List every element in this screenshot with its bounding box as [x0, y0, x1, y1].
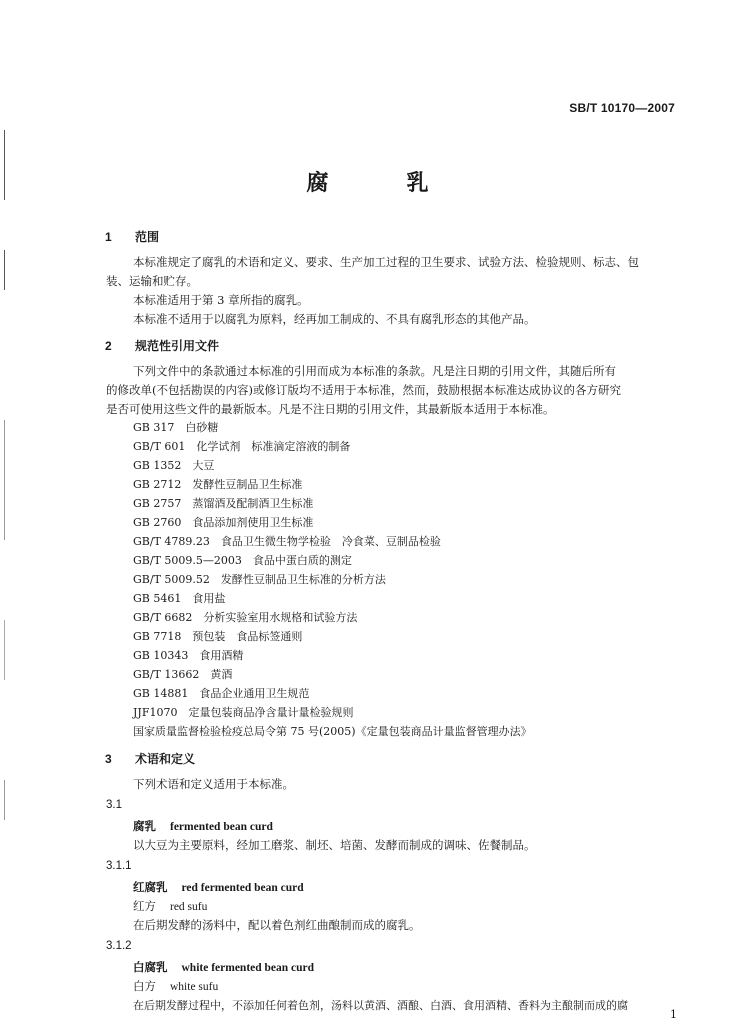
section-title: 术语和定义 — [135, 752, 196, 766]
term-alt-en: white sufu — [170, 981, 219, 993]
term-alt-en: red sufu — [170, 901, 208, 913]
scope-paragraph-2: 本标准适用于第 3 章所指的腐乳。 — [133, 293, 309, 307]
reference-item: GB/T 601 化学试剂 标准滴定溶液的制备 — [133, 440, 351, 453]
terms-intro: 下列术语和定义适用于本标准。 — [133, 777, 294, 791]
term-name — [133, 959, 314, 975]
term-number: 3.1.1 — [106, 860, 132, 872]
term-alt-zh: 白方 — [133, 979, 156, 993]
term-zh: 红腐乳 — [133, 880, 168, 894]
section-heading-scope — [105, 228, 159, 245]
section-number: 2 — [105, 339, 112, 353]
reference-item: GB 317 白砂糖 — [133, 421, 219, 434]
reference-item: GB 1352 大豆 — [133, 459, 215, 472]
reference-item: GB/T 13662 黄酒 — [133, 668, 233, 681]
term-name — [133, 818, 273, 834]
section-title: 范围 — [135, 230, 160, 244]
scope-paragraph-3: 本标准不适用于以腐乳为原料，经再加工制成的、不具有腐乳形态的其他产品。 — [133, 312, 536, 326]
page-number: 1 — [670, 1008, 677, 1021]
scope-paragraph-1-line-1: 本标准规定了腐乳的术语和定义、要求、生产加工过程的卫生要求、试验方法、检验规则、标志、包 — [133, 255, 639, 269]
section-heading-normative-references — [105, 337, 219, 354]
term-zh: 白腐乳 — [133, 960, 168, 974]
reference-item: GB 2760 食品添加剂使用卫生标准 — [133, 516, 314, 529]
term-number: 3.1.2 — [106, 940, 132, 952]
term-name — [133, 879, 304, 895]
term-definition: 以大豆为主要原料，经加工磨浆、制坯、培菌、发酵而制成的调味、佐餐制品。 — [133, 838, 536, 852]
reference-item: GB 5461 食用盐 — [133, 592, 226, 605]
reference-item: GB/T 5009.52 发酵性豆制品卫生标准的分析方法 — [133, 573, 386, 586]
term-definition: 在后期发酵过程中，不添加任何着色剂，汤料以黄酒、酒酿、白酒、食用酒精、香料为主酿制而成的腐 — [133, 999, 628, 1012]
binding-mark — [4, 250, 5, 290]
term-en: fermented bean curd — [170, 821, 273, 833]
section-heading-terms — [105, 750, 195, 767]
section-number: 3 — [105, 752, 112, 766]
references-intro-line-2: 的修改单(不包括勘误的内容)或修订版均不适用于本标准，然而，鼓励根据本标准达成协议的各方研究 — [106, 383, 621, 397]
term-en: red fermented bean curd — [181, 882, 304, 894]
section-title: 规范性引用文件 — [135, 339, 220, 353]
reference-item: GB 14881 食品企业通用卫生规范 — [133, 687, 310, 700]
reference-item: GB 10343 食用酒精 — [133, 649, 244, 662]
reference-item: JJF1070 定量包装商品净含量计量检验规则 — [133, 706, 354, 719]
binding-mark — [4, 780, 5, 820]
term-number: 3.1 — [106, 799, 122, 811]
reference-item: GB/T 6682 分析实验室用水规格和试验方法 — [133, 611, 358, 624]
term-alt-name — [133, 898, 207, 914]
binding-mark — [4, 620, 5, 680]
document-title: 腐 乳 — [306, 170, 457, 196]
section-number: 1 — [105, 230, 112, 244]
term-definition: 在后期发酵的汤料中，配以着色剂红曲酿制而成的腐乳。 — [133, 918, 421, 932]
binding-mark — [4, 420, 5, 540]
reference-item: GB 7718 预包装 食品标签通则 — [133, 630, 303, 643]
reference-item: GB 2712 发酵性豆制品卫生标准 — [133, 478, 303, 491]
term-alt-zh: 红方 — [133, 899, 156, 913]
term-en: white fermented bean curd — [181, 962, 315, 974]
reference-item: GB/T 4789.23 食品卫生微生物学检验 冷食菜、豆制品检验 — [133, 535, 441, 548]
standard-code: SB/T 10170—2007 — [569, 101, 675, 115]
references-intro-line-1: 下列文件中的条款通过本标准的引用而成为本标准的条款。凡是注日期的引用文件，其随后所有 — [133, 364, 616, 378]
reference-item: GB/T 5009.5—2003 食品中蛋白质的测定 — [133, 554, 352, 567]
references-intro-line-3: 是否可使用这些文件的最新版本。凡是不注日期的引用文件，其最新版本适用于本标准。 — [106, 402, 555, 416]
term-alt-name — [133, 978, 218, 994]
reference-item: 国家质量监督检验检疫总局令第 75 号(2005)《定量包装商品计量监督管理办法》 — [133, 725, 532, 738]
term-zh: 腐乳 — [133, 819, 156, 833]
reference-item: GB 2757 蒸馏酒及配制酒卫生标准 — [133, 497, 314, 510]
scope-paragraph-1-line-2: 装、运输和贮存。 — [106, 274, 198, 288]
